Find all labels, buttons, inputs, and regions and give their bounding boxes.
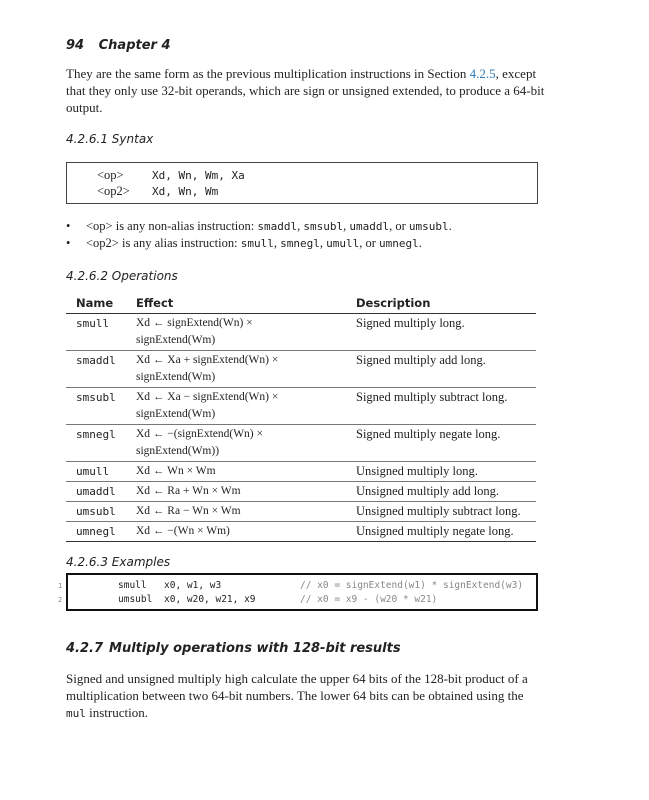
column-header: Name [66, 295, 126, 314]
table-row: umull Xd ← Wn × Wm Unsigned multiply long. [66, 462, 536, 482]
code-line: smull x0, w1, w3 // x0 = signExtend(w1) * signExtend(w3) [118, 580, 524, 591]
table-row: smaddl Xd ← Xa + signExtend(Wn) × signExtend(Wm) Signed multiply add long. [66, 351, 536, 388]
table-row: smnegl Xd ← −(signExtend(Wn) × signExtend(Wm)) Signed multiply negate long. [66, 425, 536, 462]
running-header [66, 38, 171, 53]
section-link[interactable]: 4.2.5 [469, 66, 496, 81]
line-number: 1 [58, 582, 63, 590]
table-row: smsubl Xd ← Xa − signExtend(Wn) × signExtend(Wm) Signed multiply subtract long. [66, 388, 536, 425]
examples-heading: 4.2.6.3 Examples [66, 555, 171, 569]
section-paragraph: Signed and unsigned multiply high calculate the upper 64 bits of the 128-bit product of a multiplication between two 64-bit numbers. The lower 64 bits can be obtained using the mul instruction. [66, 671, 528, 720]
chapter-title: Chapter 4 [98, 38, 171, 53]
table-row: umaddl Xd ← Ra + Wn × Wm Unsigned multiply add long. [66, 482, 536, 502]
code-example-box [66, 573, 538, 611]
section-heading: 4.2.7 Multiply operations with 128-bit results [66, 641, 401, 656]
table-row: umsubl Xd ← Ra − Wn × Wm Unsigned multiply subtract long. [66, 502, 536, 522]
syntax-row: <op> Xd, Wn, Wm, Xa [97, 168, 245, 182]
table-row: smull Xd ← signExtend(Wn) × signExtend(Wm) Signed multiply long. [66, 314, 536, 351]
code-line: umsubl x0, w20, w21, x9 // x0 = x9 - (w20 * w21) [118, 594, 438, 605]
syntax-row: <op2> Xd, Wn, Wm [97, 184, 219, 198]
page-number: 94 [66, 38, 85, 53]
operations-heading: 4.2.6.2 Operations [66, 269, 178, 283]
column-header: Description [346, 295, 536, 314]
table-row: umnegl Xd ← −(Wn × Wm) Unsigned multiply negate long. [66, 522, 536, 542]
line-number: 2 [58, 596, 63, 604]
operations-table [66, 295, 536, 542]
syntax-heading: 4.2.6.1 Syntax [66, 132, 154, 146]
bullet-item: • <op2> is any alias instruction: smull, smnegl, umull, or umnegl. [66, 236, 422, 250]
column-header: Effect [126, 295, 346, 314]
table-header-row [66, 295, 536, 314]
bullet-item: • <op> is any non-alias instruction: smaddl, smsubl, umaddl, or umsubl. [66, 219, 452, 233]
intro-paragraph: They are the same form as the previous multiplication instructions in Section 4.2.5, except that they only use 32-bit operands, which are sign or unsigned extended, to produce a 64-bit output. [66, 66, 545, 115]
syntax-box [66, 162, 538, 204]
